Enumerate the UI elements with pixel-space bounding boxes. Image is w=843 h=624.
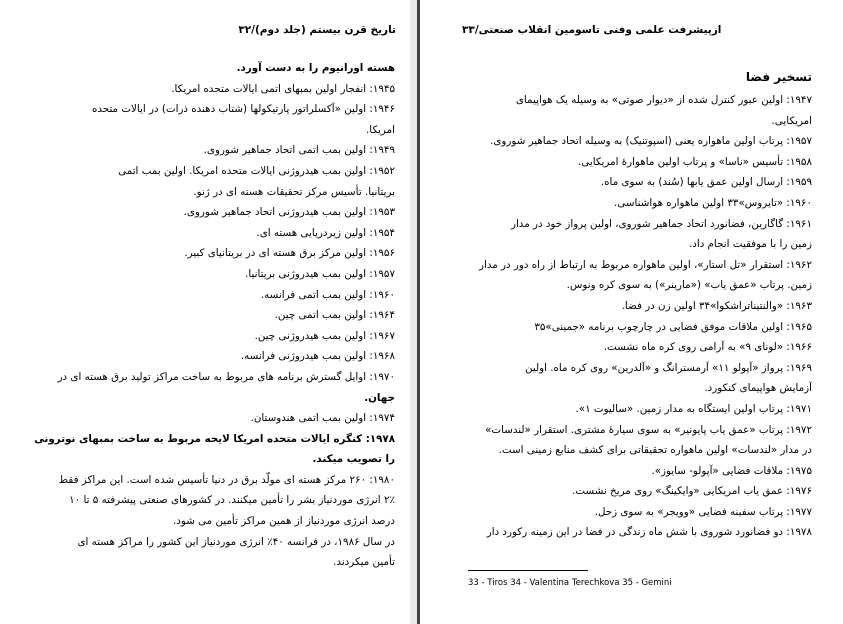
text-line: ۱۹۶۰: اولین بمب اتمی فرانسه.: [260, 288, 395, 301]
text-line: ۱۹۶۰: «تایروس»۳۳ اولین ماهواره هواشناسی.: [614, 196, 812, 209]
text-line: ۱۹۷۱: پرتاب اولین ایستگاه به مدار زمین. «سالیوت ۱».: [575, 402, 812, 415]
right-page-header: ازپیشرفت علمی وفنی تاسومین انقلاب صنعتی/۳۳: [462, 24, 722, 36]
text-line: ۱۹۵۶: اولین مرکز برق هسته ای در بریتانیای کبیر.: [184, 247, 395, 260]
text-line: در سال ۱۹۸۶، در فرانسه ۴۰٪ انرژی موردنیاز این کشور را مراکز هسته ای: [77, 535, 395, 548]
text-line: ۱۹۷۰: اوایل گسترش برنامه های مربوط به ساخت مراکز تولید برق هسته ای در: [57, 370, 395, 383]
text-line: ۱۹۴۵: انفجار اولین بمبهای اتمی ایالات متحده امریکا.: [171, 82, 395, 95]
right-page-body: [452, 64, 812, 543]
text-line: امریکایی.: [771, 114, 812, 127]
text-line: ۱۹۴۹: اولین بمب اتمی اتحاد جماهیر شوروی.: [203, 144, 395, 157]
text-line: ۱۹۷۴: اولین بمب اتمی هندوستان.: [250, 412, 395, 425]
text-line: ۱۹۵۳: اولین بمب هیدروژنی اتحاد جماهیر شوروی.: [183, 206, 395, 219]
text-line: ۱۹۴۶: اولین «آکسلراتور پارتیکولها (شتاب دهنده ذرات) در ایالات متحده: [92, 103, 395, 116]
footnote-rule: [468, 570, 588, 571]
page-gutter: [417, 0, 420, 624]
text-line: تأمین میکردند.: [333, 556, 395, 569]
text-line: زمین را با موفقیت انجام داد.: [688, 238, 812, 251]
left-page: [0, 0, 410, 624]
text-line: ۲٪ انرژی موردنیاز بشر را تأمین میکنند. در کشورهای صنعتی پیشرفته ۵ تا ۱۰: [69, 494, 395, 507]
text-line: ۱۹۶۷: اولین بمب هیدروژنی چین.: [254, 329, 395, 342]
text-line: ۱۹۶۱: گاگارین، فضانورد اتحاد جماهیر شوروی، اولین پرواز خود در مدار: [510, 217, 812, 230]
text-line: را تصویب میکند.: [312, 453, 395, 466]
text-line: ۱۹۸۰: ۲۶۰ مرکز هسته ای مولّد برق در دنیا تأسیس شده است. این مراکز فقط: [58, 473, 395, 486]
text-line: ۱۹۴۷: اولین عبور کنترل شده از «دیوار صوتی» به وسیله یک هواپیمای: [515, 94, 812, 106]
text-line: ۱۹۶۶: «لونای ۹» به آرامی روی کره ماه نشست.: [603, 341, 812, 354]
text-line: ۱۹۷۸: کنگره ایالات متحده امریکا لایحه مربوط به ساخت بمبهای نوترونی: [34, 432, 395, 445]
text-line: جهان.: [364, 391, 395, 404]
right-page: [428, 0, 843, 624]
text-line: ۱۹۷۲: پرتاب «عمق یاب پایونیر» به سوی سیارهٔ مشتری. استقرار «لندسات»: [485, 423, 812, 436]
text-line: ۱۹۶۹: پرواز «آپولو ۱۱» آرمسترانگ و «آلدرین» روی کره ماه. اولین: [525, 361, 812, 374]
text-line: ۱۹۵۷: اولین بمب هیدروژنی بریتانیا.: [245, 267, 395, 280]
section-title: تسخیر فضا: [745, 70, 812, 84]
left-page-body: [20, 58, 395, 573]
text-line: در مدار «لندسات» اولین ماهواره تحقیقاتی برای کشف منابع زمینی است.: [498, 444, 812, 457]
text-line: ۱۹۵۷: پرتاب اولین ماهواره یعنی (اسپوتنیک) به وسیله اتحاد جماهیر شوروی.: [490, 135, 812, 148]
text-line: درصد انرژی موردنیاز از همین مراکز تأمین می شود.: [173, 515, 395, 528]
text-line: زمین. پرتاب «عمق یاب» («مارینر») به سوی کره ونوس.: [566, 279, 812, 292]
text-line: امریکا.: [365, 123, 395, 136]
text-line: هسته اورانیوم را به دست آورد.: [236, 62, 395, 74]
text-line: ۱۹۷۸: دو فضانورد شوروی با شش ماه زندگی در فضا در این زمینه رکورد دار: [486, 526, 812, 539]
text-line: ۱۹۶۳: «والنتیناتراشکوا»۳۴ اولین زن در فضا.: [621, 299, 812, 312]
text-line: ۱۹۶۴: اولین بمب اتمی چین.: [274, 309, 395, 322]
text-line: آزمایش هواپیمای کنکورد.: [704, 382, 812, 395]
text-line: ۱۹۷۵: ملاقات فضایی «آپولو- سایوز».: [651, 464, 812, 477]
text-line: ۱۹۵۲: اولین بمب هیدروژنی ایالات متحده امریکا. اولین بمب اتمی: [118, 164, 395, 177]
text-line: ۱۹۵۴: اولین زیردریایی هسته ای.: [256, 226, 395, 239]
footnote: 33 - Tiros 34 - Valentina Terechkova 35 - Gemini: [468, 578, 672, 588]
page-gutter-shadow: [410, 0, 417, 624]
text-line: ۱۹۷۷: پرتاب سفینه فضایی «وویجر» به سوی زحل.: [594, 505, 812, 518]
text-line: ۱۹۵۸: تأسیس «ناسا» و پرتاب اولین ماهوارهٔ امریکایی.: [578, 155, 812, 168]
text-line: ۱۹۶۵: اولین ملاقات موفق فضایی در چارچوب برنامه «جمینی»۳۵: [534, 320, 812, 333]
text-line: ۱۹۵۹: ارسال اولین عمق یابها (سُند) به سوی ماه.: [600, 176, 812, 189]
text-line: ۱۹۶۲: استقرار «تل استار»، اولین ماهواره مربوط به ارتباط از راه دور در مدار: [479, 258, 812, 271]
left-page-header: ۳۲/تاریخ قرن بیستم (جلد دوم): [238, 24, 396, 36]
text-line: ۱۹۶۸: اولین بمب هیدروژنی فرانسه.: [240, 350, 395, 363]
text-line: ۱۹۷۶: عمق یاب امریکایی «وایکینگ» روی مریخ نشست.: [572, 485, 812, 498]
text-line: بریتانیا. تأسیس مرکز تحقیقات هسته ای در ژنو.: [193, 185, 395, 198]
